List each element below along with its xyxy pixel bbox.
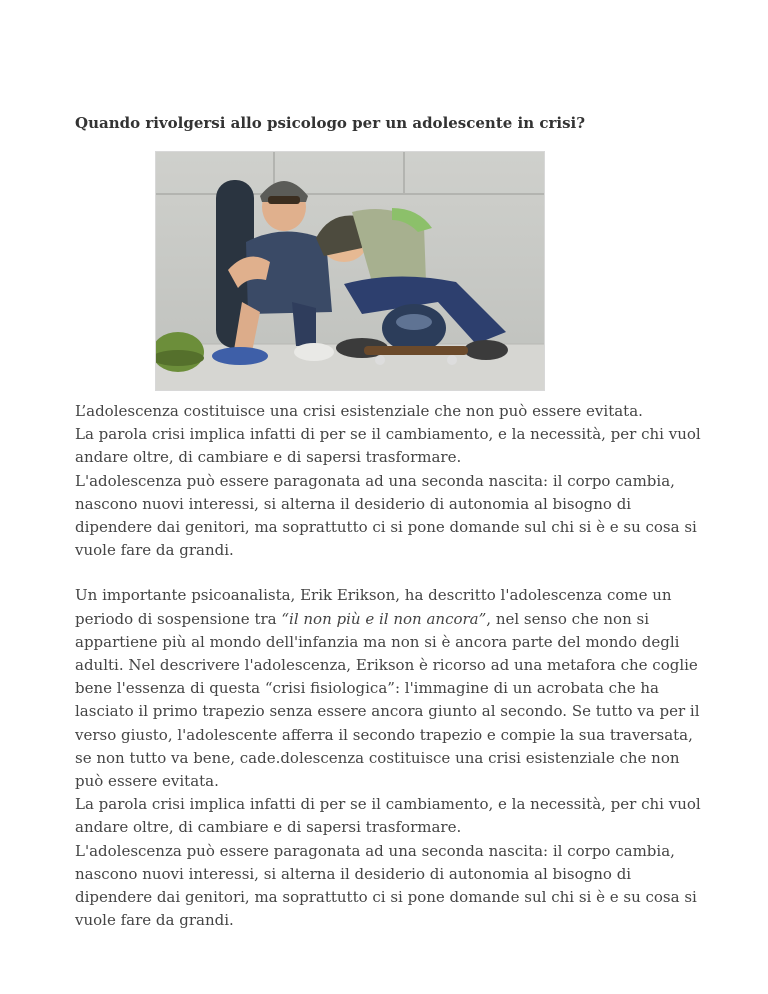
intro-paragraph-1: L’adolescenza costituisce una crisi esistenziale che non può essere evitata. — [75, 402, 643, 420]
intro-paragraph-3: L'adolescenza può essere paragonata ad una seconda nascita: il corpo cambia, nascono nuovi interessi, si alterna il desiderio di autonomia al bisogno di dipendere dai genitori, ma soprattutto ci si pone domande sul chi si è e su cosa si vuole fare da grandi. — [75, 471, 697, 560]
article-body — [75, 400, 705, 932]
erikson-text-after: , nel senso che non si appartiene più al mondo dell'infanzia ma non si è ancora parte del mondo degli adulti. Nel descrivere l'adolescenza, Erikson è ricorso ad una metafora che coglie bene l'essenza di questa “crisi fisiologica”: l'immagine di un acrobata che ha lasciato il primo trapezio senza essere ancora giunto al secondo. Se tutto va per il verso giusto, l'adolescente afferra il secondo trapezio e compie la sua traversata, se non tutto va bene, cade.dolescenza costituisce una crisi esistenziale che non può essere evitata. — [75, 609, 700, 791]
teen-photo-illustration — [156, 152, 544, 390]
repeat-paragraph-1: La parola crisi implica infatti di per se il cambiamento, e la necessità, per chi vuol andare oltre, di cambiare e di sapersi trasformare. — [75, 795, 701, 837]
teen-photo — [155, 151, 545, 391]
erikson-text-before: Un importante psicoanalista, Erik Erikson, ha descritto l'adolescenza come un periodo di sospensione tra — [75, 586, 672, 628]
erikson-paragraph — [75, 584, 705, 793]
erikson-quote: “il non più e il non ancora” — [281, 609, 487, 628]
repeat-paragraph-2: L'adolescenza può essere paragonata ad una seconda nascita: il corpo cambia, nascono nuovi interessi, si alterna il desiderio di autonomia al bisogno di dipendere dai genitori, ma soprattutto ci si pone domande sul chi si è e su cosa si vuole fare da grandi. — [75, 841, 697, 930]
page-title: Quando rivolgersi allo psicologo per un adolescente in crisi? — [75, 114, 586, 132]
intro-paragraph-2: La parola crisi implica infatti di per se il cambiamento, e la necessità, per chi vuol andare oltre, di cambiare e di sapersi trasformare. — [75, 425, 701, 467]
